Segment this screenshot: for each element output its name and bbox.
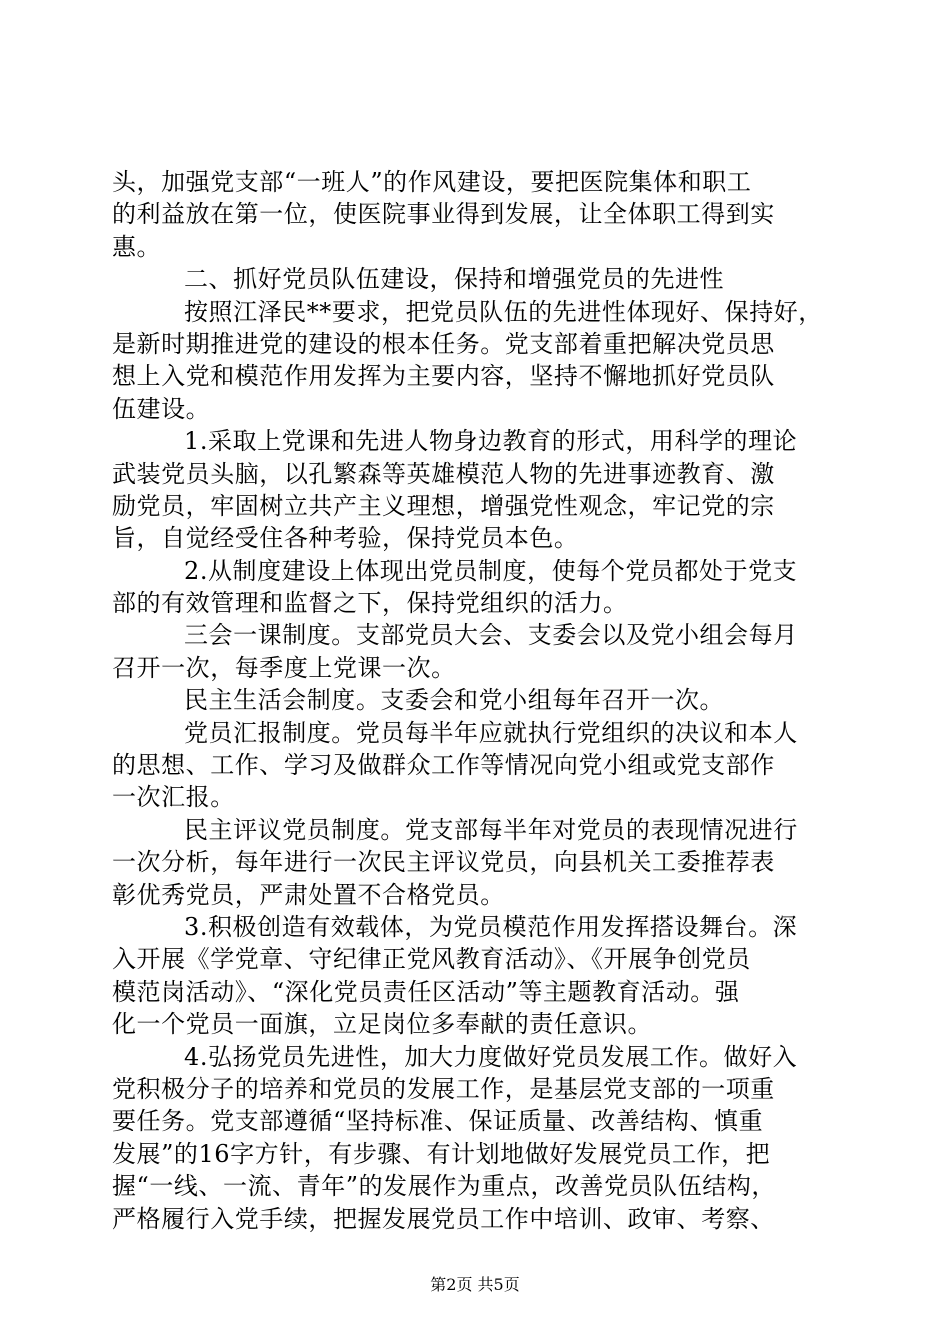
paragraph-line: 模范岗活动》、“深化党员责任区活动”等主题教育活动。强 — [112, 977, 740, 1006]
paragraph-line: 一次汇报。 — [112, 783, 235, 812]
page-number-footer: 第2页 共5页 — [430, 1275, 520, 1294]
paragraph-line: 2.从制度建设上体现出党员制度，使每个党员都处于党支 — [184, 556, 798, 585]
paragraph-line: 旨，自觉经受住各种考验，保持党员本色。 — [112, 524, 579, 553]
paragraph-line: 握“一线、一流、青年”的发展作为重点，改善党员队伍结构， — [112, 1172, 776, 1201]
paragraph-line: 3.积极创造有效载体，为党员模范作用发挥搭设舞台。深 — [184, 912, 798, 941]
paragraph-line: 召开一次，每季度上党课一次。 — [112, 653, 456, 682]
paragraph-line: 4.弘扬党员先进性，加大力度做好党员发展工作。做好入 — [184, 1042, 798, 1071]
paragraph-line: 1.采取上党课和先进人物身边教育的形式，用科学的理论 — [184, 427, 798, 456]
paragraph-line: 入开展《学党章、守纪律正党风教育活动》、《开展争创党员 — [112, 945, 751, 974]
paragraph-line: 部的有效管理和监督之下，保持党组织的活力。 — [112, 589, 628, 618]
paragraph-line: 是新时期推进党的建设的根本任务。党支部着重把解决党员思 — [112, 329, 775, 358]
paragraph-line: 想上入党和模范作用发挥为主要内容，坚持不懈地抓好党员队 — [112, 362, 775, 391]
paragraph-line: 三会一课制度。支部党员大会、支委会以及党小组会每月 — [184, 621, 798, 650]
paragraph-line: 一次分析，每年进行一次民主评议党员，向县机关工委推荐表 — [112, 848, 775, 877]
document-body — [112, 166, 832, 1235]
paragraph-line: 民主评议党员制度。党支部每半年对党员的表现情况进行 — [184, 815, 798, 844]
paragraph-line: 伍建设。 — [112, 394, 211, 423]
paragraph-line: 彰优秀党员，严肃处置不合格党员。 — [112, 880, 505, 909]
paragraph-line: 严格履行入党手续，把握发展党员工作中培训、政审、考察、 — [112, 1204, 775, 1233]
paragraph-line: 党积极分子的培养和党员的发展工作，是基层党支部的一项重 — [112, 1074, 775, 1103]
paragraph-line: 的思想、工作、学习及做群众工作等情况向党小组或党支部作 — [112, 751, 775, 780]
paragraph-line: 要任务。党支部遵循“坚持标准、保证质量、改善结构、慎重 — [112, 1107, 764, 1136]
paragraph-line: 按照江泽民**要求，把党员队伍的先进性体现好、保持好， — [184, 297, 823, 326]
paragraph-line: 党员汇报制度。党员每半年应就执行党组织的决议和本人 — [184, 718, 798, 747]
paragraph-line: 头，加强党支部“一班人”的作风建设，要把医院集体和职工 — [112, 168, 752, 196]
paragraph-line: 励党员，牢固树立共产主义理想，增强党性观念，牢记党的宗 — [112, 491, 775, 520]
paragraph-line: 武装党员头脑，以孔繁森等英雄模范人物的先进事迹教育、激 — [112, 459, 775, 488]
paragraph-line: 的利益放在第一位，使医院事业得到发展，让全体职工得到实 — [112, 200, 775, 229]
paragraph-line: 化一个党员一面旗，立足岗位多奉献的责任意识。 — [112, 1010, 653, 1039]
paragraph-line: 惠。 — [112, 232, 162, 261]
section-heading: 二、抓好党员队伍建设，保持和增强党员的先进性 — [184, 265, 725, 294]
paragraph-line: 发展”的16字方针，有步骤、有计划地做好发展党员工作，把 — [112, 1139, 771, 1168]
paragraph-line: 民主生活会制度。支委会和党小组每年召开一次。 — [184, 686, 725, 715]
